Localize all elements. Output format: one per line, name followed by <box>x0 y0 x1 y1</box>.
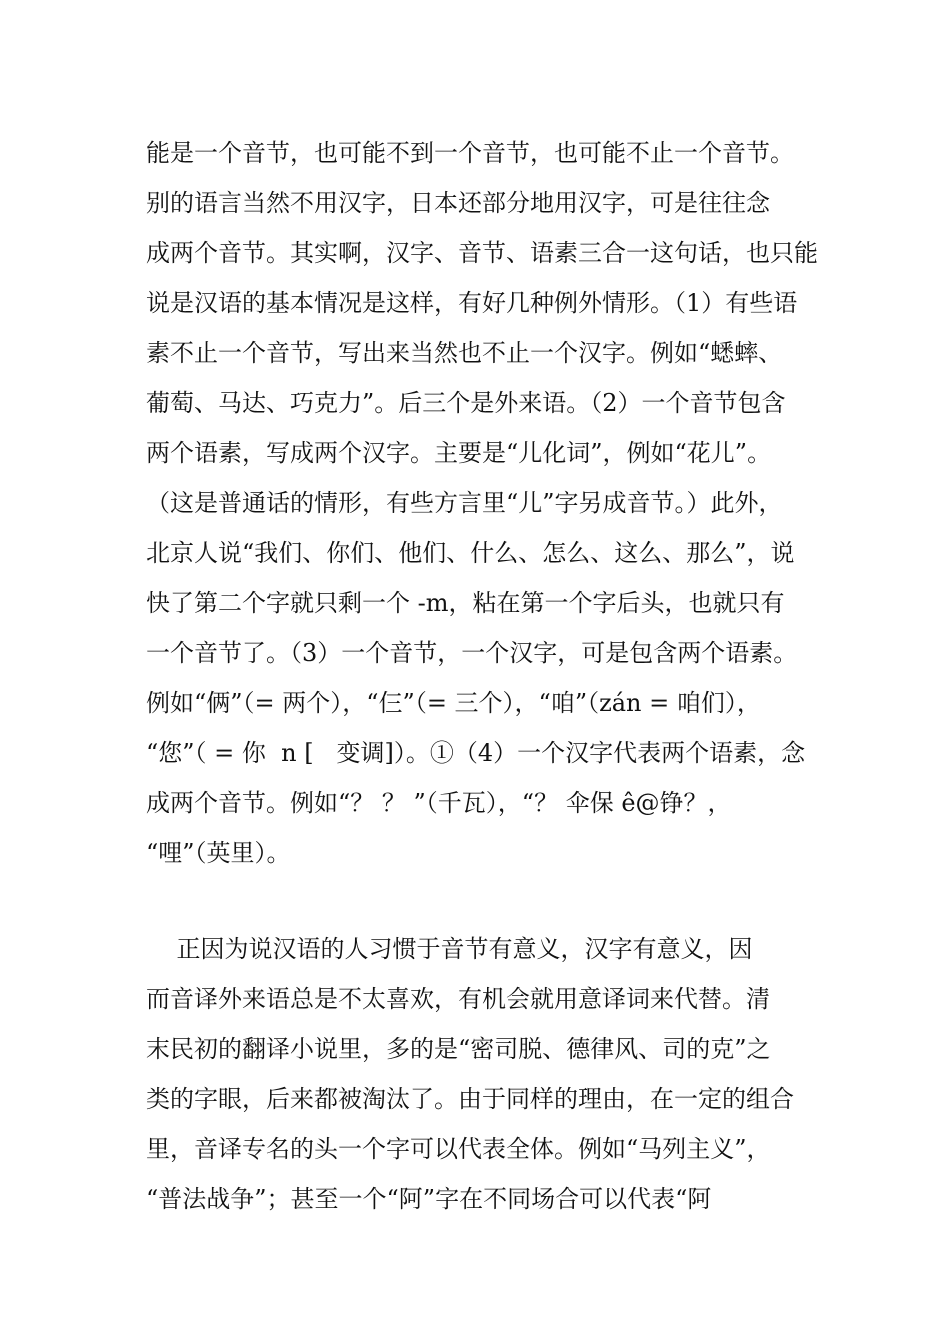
text-line: （这是普通话的情形，有些方言里“儿”字另成音节。）此外， <box>146 489 783 517</box>
text-line: 里，音译专名的头一个字可以代表全体。例如“马列主义”， <box>146 1135 771 1163</box>
text-line: 说是汉语的基本情况是这样，有好几种例外情形。（1）有些语 <box>146 289 798 317</box>
text-line: 葡萄、马达、巧克力”。后三个是外来语。（2）一个音节包含 <box>146 389 786 417</box>
text-line: 末民初的翻译小说里，多的是“密司脱、德律风、司的克”之 <box>146 1035 771 1063</box>
text-line: 例如“俩”（= 两个），“仨”（= 三个），“咱”（zán = 咱们）， <box>146 689 761 717</box>
paragraph-1 <box>146 128 816 878</box>
paragraph-2 <box>146 924 816 1224</box>
text-line: 快了第二个字就只剩一个 -m，粘在第一个字后头，也就只有 <box>146 589 785 617</box>
text-line: “普法战争”；甚至一个“阿”字在不同场合可以代表“阿 <box>146 1185 712 1213</box>
text-line: 成两个音节。其实啊，汉字、音节、语素三合一这句话，也只能 <box>146 239 818 267</box>
text-line: “您”（ = 你 n [ 变调]）。①（4）一个汉字代表两个语素，念 <box>146 739 806 767</box>
text-line: 北京人说“我们、你们、他们、什么、怎么、这么、那么”，说 <box>146 539 795 567</box>
text-line: 两个语素，写成两个汉字。主要是“儿化词”，例如“花儿”。 <box>146 439 772 467</box>
text-line: 一个音节了。（3）一个音节，一个汉字，可是包含两个语素。 <box>146 639 798 667</box>
text-line: 能是一个音节，也可能不到一个音节，也可能不止一个音节。 <box>146 139 794 167</box>
text-line: 类的字眼，后来都被淘汰了。由于同样的理由，在一定的组合 <box>146 1085 794 1113</box>
text-line: “哩”（英里）。 <box>146 839 291 867</box>
text-line: 而音译外来语总是不太喜欢，有机会就用意译词来代替。清 <box>146 985 770 1013</box>
text-line: 正因为说汉语的人习惯于音节有意义，汉字有意义，因 <box>146 935 753 963</box>
text-line: 成两个音节。例如“？ ？ ”（千瓦），“？ 伞保 ê@铮？， <box>146 789 732 817</box>
text-line: 素不止一个音节，写出来当然也不止一个汉字。例如“蟋蟀、 <box>146 339 783 367</box>
text-line: 别的语言当然不用汉字，日本还部分地用汉字，可是往往念 <box>146 189 770 217</box>
